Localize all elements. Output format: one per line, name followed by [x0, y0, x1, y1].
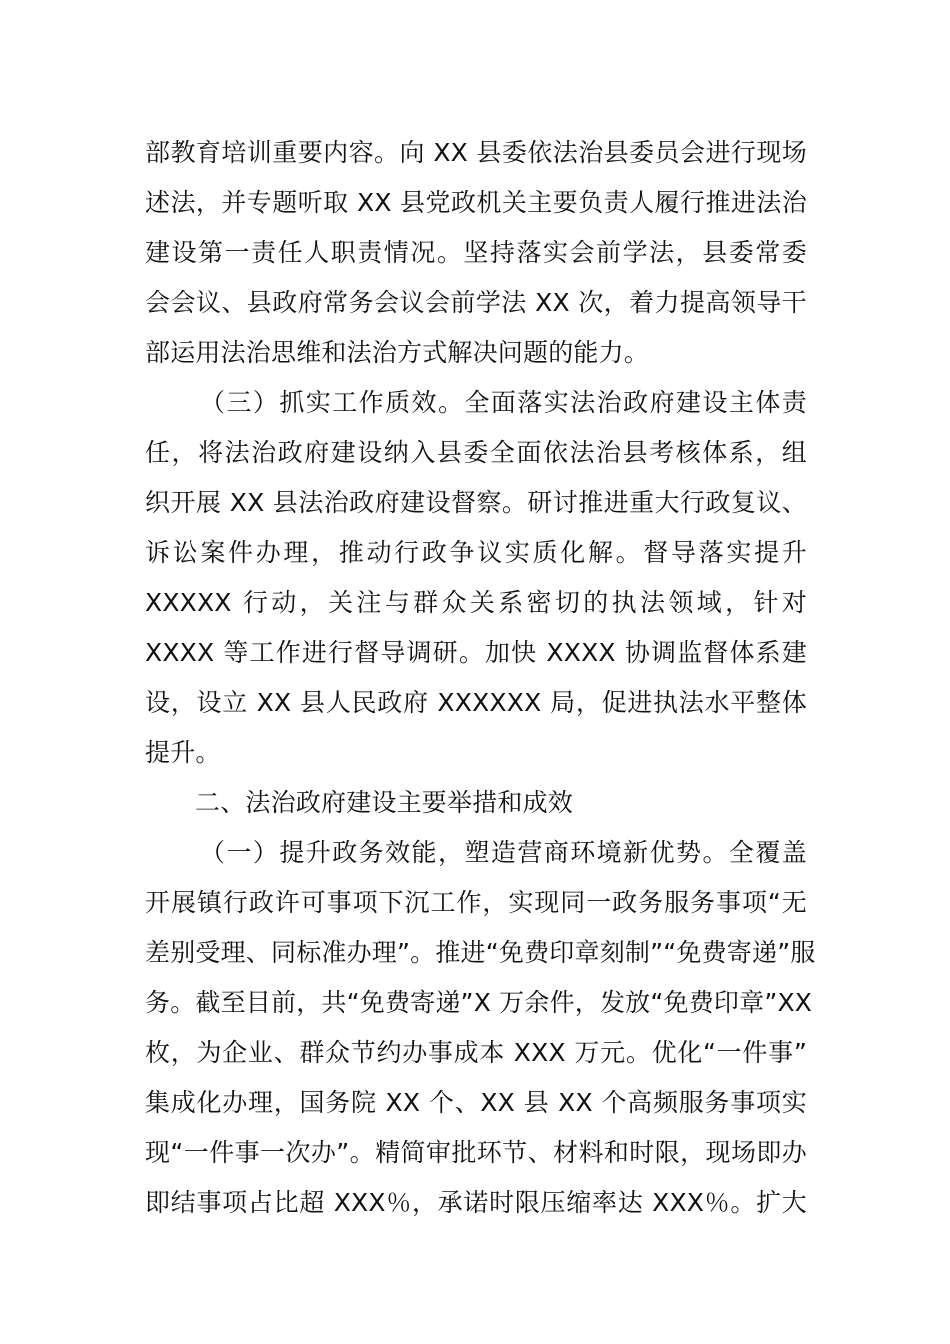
text-line: XXXX 等工作进行督导调研。加快 XXXX 协调监督体系建 — [145, 638, 807, 667]
text-line: XXXXX 行动，关注与群众关系密切的执法领域，针对 — [145, 588, 807, 617]
text-line: 设，设立 XX 县人民政府 XXXXXX 局，促进执法水平整体 — [145, 688, 807, 717]
section-subheading-line: （一）提升政务效能，塑造营商环境新优势。全覆盖 — [200, 838, 807, 867]
text-line: 部教育培训重要内容。向 XX 县委依法治县委员会进行现场 — [145, 138, 807, 167]
text-line: 诉讼案件办理，推动行政争议实质化解。督导落实提升 — [145, 538, 807, 567]
text-line: 织开展 XX 县法治政府建设督察。研讨推进重大行政复议、 — [145, 488, 807, 517]
text-line: 差别受理、同标准办理”。推进“免费印章刻制”“免费寄递”服 — [145, 938, 816, 967]
text-line: 集成化办理，国务院 XX 个、XX 县 XX 个高频服务事项实 — [145, 1088, 807, 1117]
text-line: 即结事项占比超 XXX％，承诺时限压缩率达 XXX％。扩大 — [145, 1188, 807, 1217]
text-line: 现“一件事一次办”。精简审批环节、材料和时限，现场即办 — [145, 1138, 807, 1167]
text-line: 会会议、县政府常务会议会前学法 XX 次，着力提高领导干 — [145, 288, 807, 317]
text-line: 务。截至目前，共“免费寄递”X 万余件，发放“免费印章”XX — [145, 988, 813, 1017]
text-line: 提升。 — [145, 738, 221, 767]
section-subheading-line: （三）抓实工作质效。全面落实法治政府建设主体责 — [200, 388, 807, 417]
document-body — [145, 128, 816, 1228]
text-line: 部运用法治思维和法治方式解决问题的能力。 — [145, 338, 650, 367]
text-line: 建设第一责任人职责情况。坚持落实会前学法，县委常委 — [145, 238, 807, 267]
text-line: 开展镇行政许可事项下沉工作，实现同一政务服务事项“无 — [145, 888, 807, 917]
section-heading: 二、法治政府建设主要举措和成效 — [195, 788, 574, 817]
text-line: 枚，为企业、群众节约办事成本 XXX 万元。优化“一件事” — [145, 1038, 807, 1067]
text-line: 述法，并专题听取 XX 县党政机关主要负责人履行推进法治 — [145, 188, 807, 217]
text-line: 任，将法治政府建设纳入县委全面依法治县考核体系，组 — [145, 438, 807, 467]
